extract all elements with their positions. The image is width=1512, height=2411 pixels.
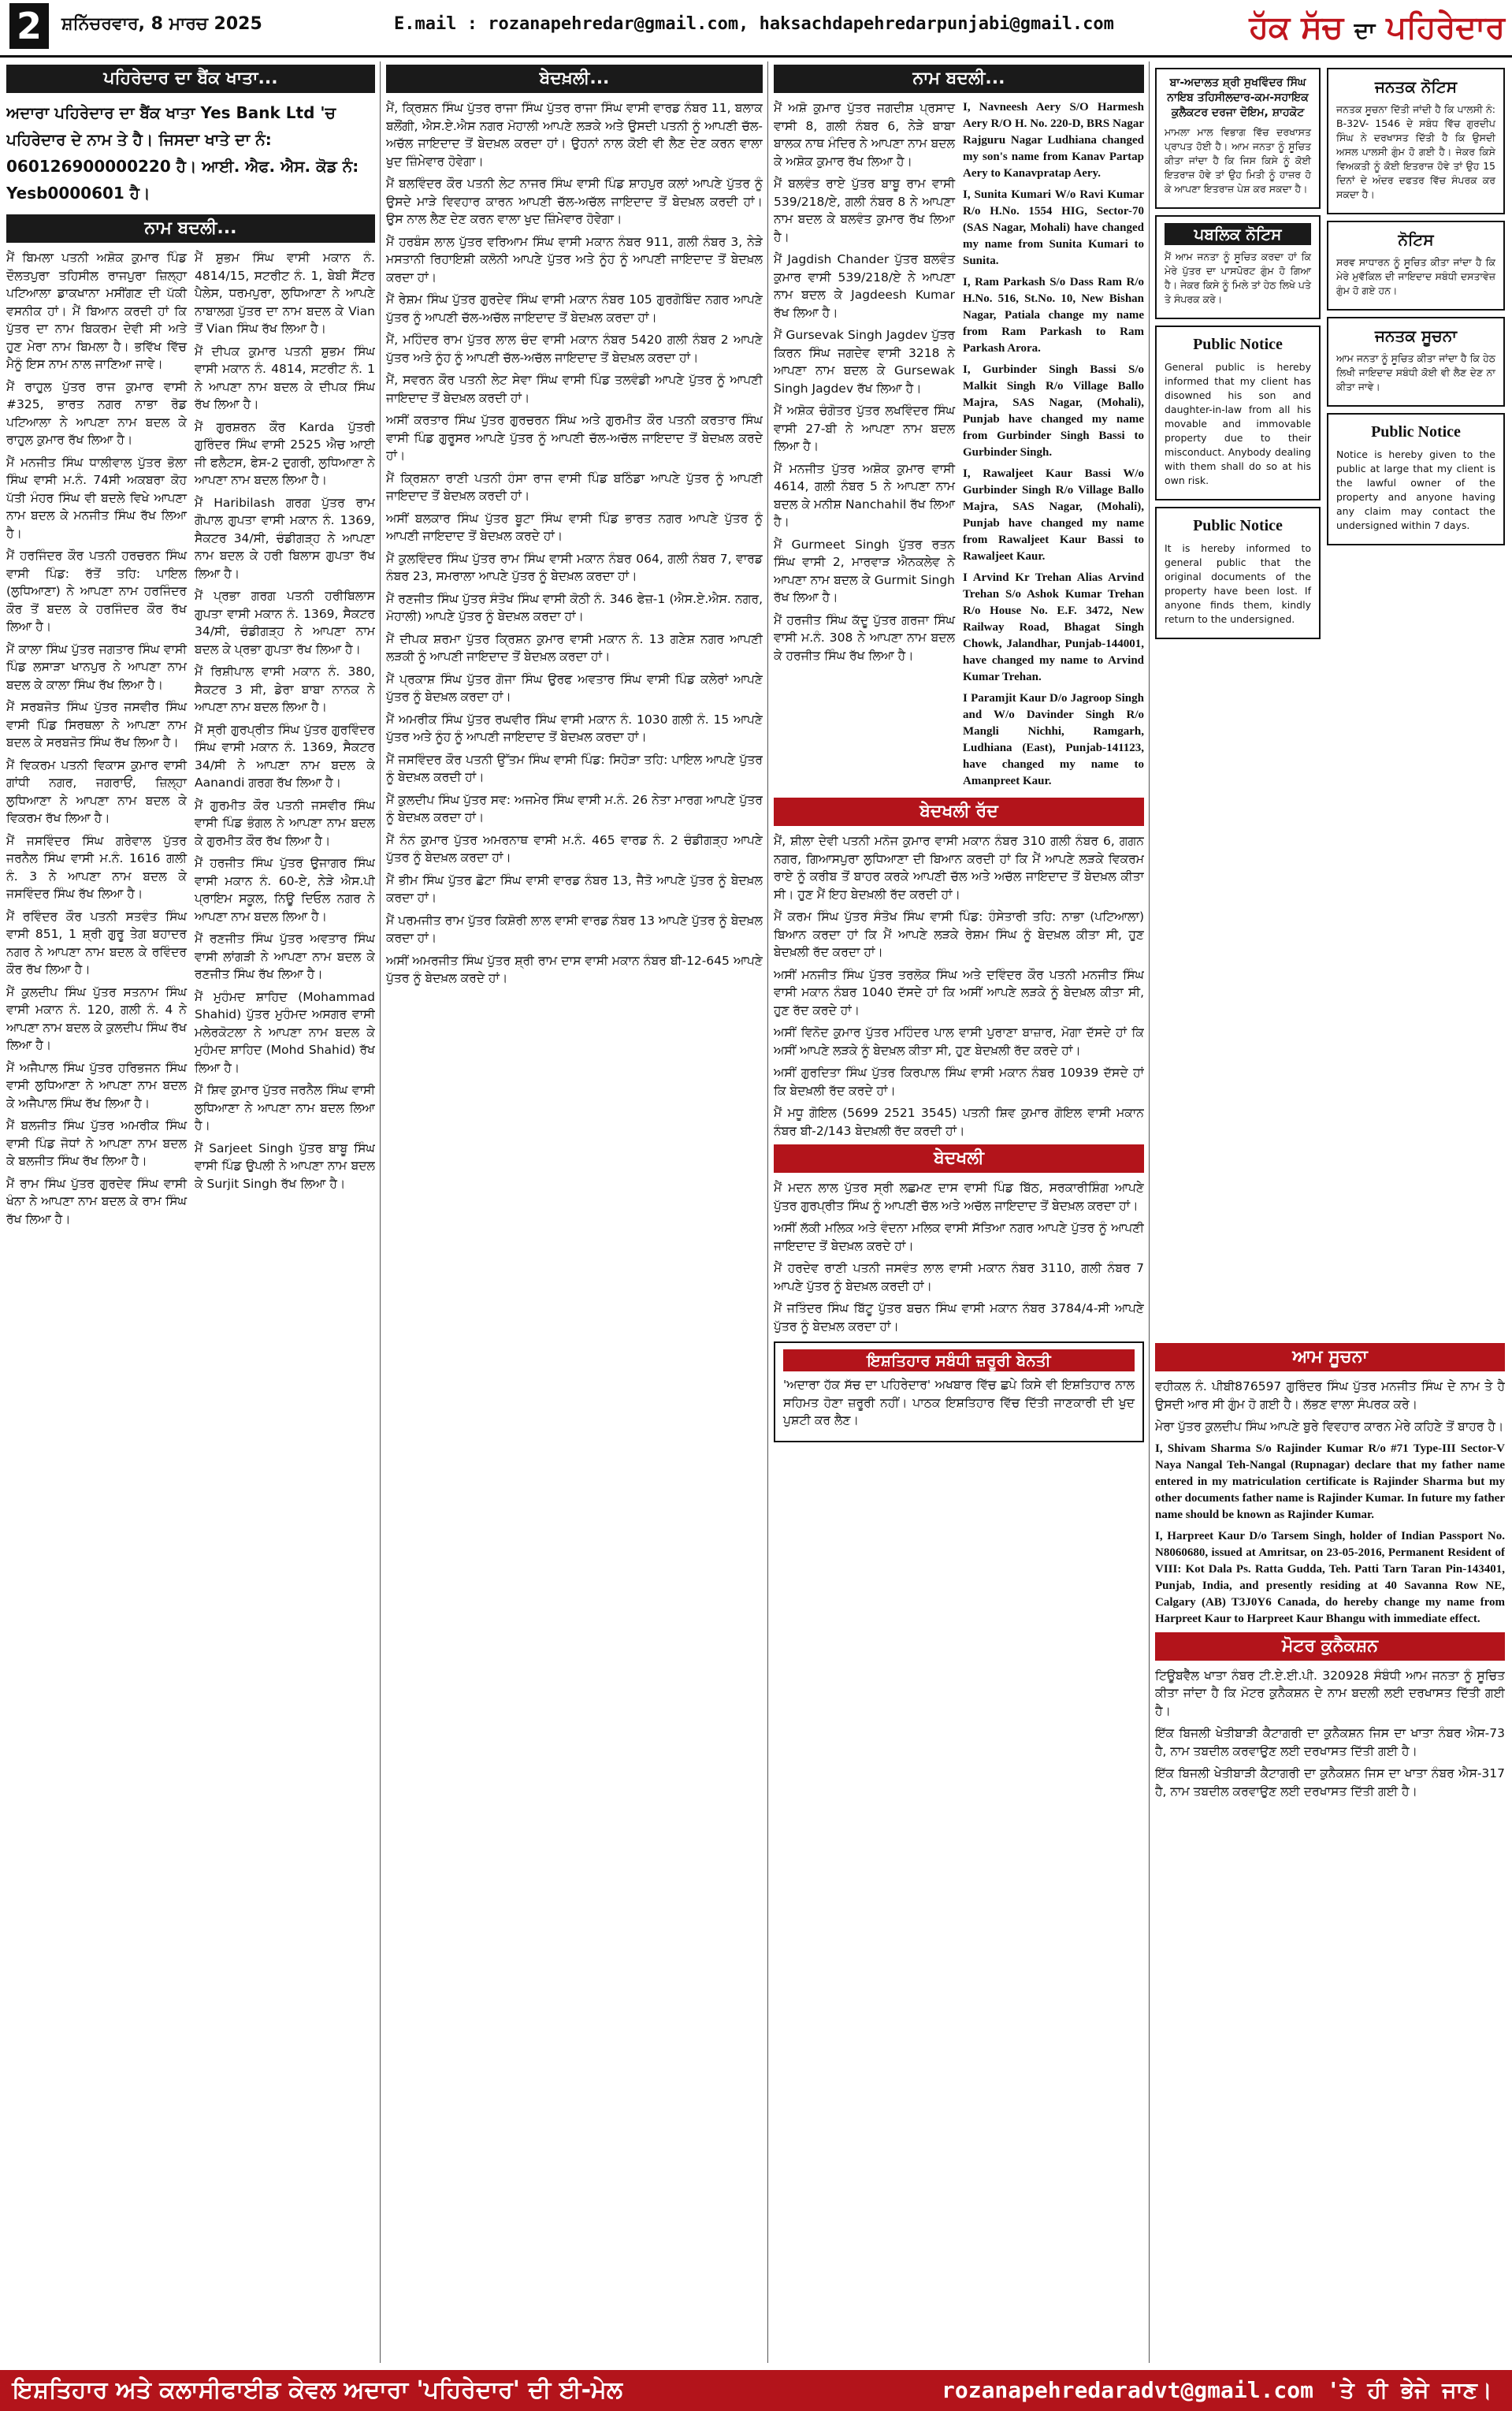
list-item: ਮੈਂ ਸ਼ਿਵ ਕੁਮਾਰ ਪੁੱਤਰ ਜਰਨੈਲ ਸਿੰਘ ਵਾਸੀ ਲੁਧਿਆਣਾ ਨੇ ਆਪਣਾ ਨਾਮ ਬਦਲ ਲਿਆ ਹੈ। (195, 1083, 375, 1133)
list-item: ਮੈਂ ਭੀਮ ਸਿੰਘ ਪੁੱਤਰ ਛੋਟਾ ਸਿੰਘ ਵਾਸੀ ਵਾਰਡ ਨੰਬਰ 13, ਜੈਤੋ ਆਪਣੇ ਪੁੱਤਰ ਨੂੰ ਬੇਦਖ਼ਲ ਕਰਦਾ ਹਾਂ। (386, 872, 763, 905)
list-item: ਮੈਂ ਨੰਨ ਕੁਮਾਰ ਪੁੱਤਰ ਅਮਰਨਾਥ ਵਾਸੀ ਮ.ਨੰ. 465 ਵਾਰਡ ਨੰ. 2 ਚੰਡੀਗੜ੍ਹ ਆਪਣੇ ਪੁੱਤਰ ਨੂੰ ਬੇਦਖ਼ਲ ਕਰਦਾ ਹਾਂ। (386, 832, 763, 865)
list-item: ਮੈਂ Gurmeet Singh ਪੁੱਤਰ ਰਤਨ ਸਿੰਘ ਵਾਸੀ 2, ਮਾਰਵਾੜ ਐਨਕਲੇਵ ਨੇ ਆਪਣਾ ਨਾਮ ਬਦਲ ਕੇ Gurmit Singh ਰੱਖ ਲਿਆ ਹੈ। (774, 537, 955, 605)
public-notice-title: ਪਬਲਿਕ ਨੋਟਿਸ (1165, 223, 1311, 245)
list-item: ਮੈਂ ਰਣਜੀਤ ਸਿੰਘ ਪੁੱਤਰ ਸੰਤੋਖ ਸਿੰਘ ਵਾਸੀ ਕੋਠੀ ਨੰ. 346 ਫੇਜ਼-1 (ਐਸ.ਏ.ਐਸ. ਨਗਰ, ਮੋਹਾਲੀ) ਆਪਣੇ ਪੁੱਤਰ ਨੂੰ ਬੇਦਖ਼ਲ ਕਰਦਾ ਹਾਂ। (386, 591, 763, 623)
janatak-notice-title: ਜਨਤਕ ਨੋਟਿਸ (1374, 77, 1458, 96)
list-item: I Arvind Kr Trehan Alias Arvind Trehan S/o Ashok Kumar Trehan R/o House No. E.F. 3472, New Railway Road, Bhagat Singh Chowk, Jalandhar, Punjab-144001, have changed my name to Arvind Kumar Trehan. (963, 571, 1144, 683)
bedakhli-radd-heading: ਬੇਦਖਲੀ ਰੱਦ (774, 798, 1144, 826)
list-item: ਮੈਂ ਦੀਪਕ ਸ਼ਰਮਾ ਪੁੱਤਰ ਕ੍ਰਿਸ਼ਨ ਕੁਮਾਰ ਵਾਸੀ ਮਕਾਨ ਨੰ. 13 ਗਣੇਸ਼ ਨਗਰ ਆਪਣੀ ਲੜਕੀ ਨੂੰ ਆਪਣੀ ਜਾਇਦਾਦ ਤੋਂ ਬੇਦਖ਼ਲ ਕਰਦਾ ਹਾਂ। (386, 631, 763, 664)
list-item: ਅਸੀਂ ਵਿਨੋਦ ਕੁਮਾਰ ਪੁੱਤਰ ਮਹਿੰਦਰ ਪਾਲ ਵਾਸੀ ਪੁਰਾਣਾ ਬਾਜ਼ਾਰ, ਮੋਗਾ ਦੱਸਦੇ ਹਾਂ ਕਿ ਅਸੀਂ ਆਪਣੇ ਲੜਕੇ ਨੂੰ ਬੇਦਖ਼ਲ ਕੀਤਾ ਸੀ, ਹੁਣ ਬੇਦਖ਼ਲੀ ਰੱਦ ਕਰਦੇ ਹਾਂ। (774, 1025, 1144, 1058)
footer-left-text: ਇਸ਼ਤਿਹਾਰ ਅਤੇ ਕਲਾਸੀਫਾਈਡ ਕੇਵਲ ਅਦਾਰਾ 'ਪਹਿਰੇਦਾਰ' ਦੀ ਈ-ਮੇਲ (13, 2376, 623, 2404)
list-item: ਮੈਂ ਰਣਜੀਤ ਸਿੰਘ ਪੁੱਤਰ ਅਵਤਾਰ ਸਿੰਘ ਵਾਸੀ ਲਾਂਗੜੀ ਨੇ ਆਪਣਾ ਨਾਮ ਬਦਲ ਕੇ ਰਣਜੀਤ ਸਿੰਘ ਰੱਖ ਲਿਆ ਹੈ। (195, 932, 375, 981)
motor-connection-heading: ਮੋਟਰ ਕੁਨੈਕਸ਼ਨ (1155, 1632, 1505, 1661)
page-footer (0, 2370, 1512, 2411)
list-item: I Paramjit Kaur D/o Jagroop Singh and W/o Davinder Singh R/o Mangli Nichhi, Ramgarh, Ludhiana (East), Punjab-141123, have changed my name to Amanpreet Kaur. (963, 692, 1144, 787)
list-item: ਮੈਂ ਮਨਜੀਤ ਸਿੰਘ ਧਾਲੀਵਾਲ ਪੁੱਤਰ ਭੋਲਾ ਸਿੰਘ ਵਾਸੀ ਮ.ਨੰ. 74ਸੀ ਅਕਬਰਾ ਕੋਹ ਪੱਤੀ ਮੰਹਰ ਸਿੰਘ ਵੀ ਬਦਲੇ ਵਿਖੇ ਆਪਣਾ ਨਾਮ ਬਦਲ ਕੇ ਮਨਜੀਤ ਸਿੰਘ ਰੱਖ ਲਿਆ ਹੈ। (6, 455, 187, 541)
list-item: ਮੈਂ ਪ੍ਰਭਾ ਗਰਗ ਪਤਨੀ ਹਰੀਬਿਲਾਸ ਗੁਪਤਾ ਵਾਸੀ ਮਕਾਨ ਨੰ. 1369, ਸੈਕਟਰ 34/ਸੀ, ਚੰਡੀਗੜ੍ਹ ਨੇ ਆਪਣਾ ਨਾਮ ਬਦਲ ਕੇ ਪ੍ਰਭਾ ਗੁਪਤਾ ਰੱਖ ਲਿਆ ਹੈ। (195, 589, 375, 657)
list-item: ਮੈਂ ਬਿਮਲਾ ਪਤਨੀ ਅਸ਼ੋਕ ਕੁਮਾਰ ਪਿੰਡ ਦੌਲਤਪੁਰਾ ਤਹਿਸੀਲ ਰਾਜਪੁਰਾ ਜ਼ਿਲ੍ਹਾ ਪਟਿਆਲਾ ਡਾਕਖਾਨਾ ਮਸੀਂਗਣ ਦੀ ਪੱਕੀ ਵਸਨੀਕ ਹਾਂ। ਮੈਂ ਬਿਆਨ ਕਰਦੀ ਹਾਂ ਕਿ ਪੁੱਤਰ ਦਾ ਨਾਮ ਬਿਕਰਮ ਦੇਵੀ ਸੀ ਅਤੇ ਹੁਣ ਮੇਰਾ ਨਾਮ ਬਿਮਲਾ ਹੈ। ਭਵਿੱਖ ਵਿੱਚ ਮੈਨੂੰ ਇਸ ਨਾਮ ਨਾਲ ਜਾਣਿਆ ਜਾਵੇ। (6, 251, 187, 371)
column-3 (774, 61, 1144, 2363)
ad-notice-text: 'ਅਦਾਰਾ ਹੱਕ ਸੱਚ ਦਾ ਪਹਿਰੇਦਾਰ' ਅਖਬਾਰ ਵਿੱਚ ਛਪੇ ਕਿਸੇ ਵੀ ਇਸ਼ਤਿਹਾਰ ਨਾਲ ਸਹਿਮਤ ਹੋਣਾ ਜ਼ਰੂਰੀ ਨਹੀਂ। ਪਾਠਕ ਇਸ਼ਤਿਹਾਰ ਵਿੱਚ ਦਿੱਤੀ ਜਾਣਕਾਰੀ ਦੀ ਖੁਦ ਪੁਸ਼ਟੀ ਕਰ ਲੈਣ। (783, 1378, 1135, 1427)
list-item: ਮੈਂ ਰਵਿੰਦਰ ਕੌਰ ਪਤਨੀ ਸਤਵੰਤ ਸਿੰਘ ਵਾਸੀ 851, 1 ਸ਼੍ਰੀ ਗੁਰੂ ਤੇਗ ਬਹਾਦਰ ਨਗਰ ਨੇ ਆਪਣਾ ਨਾਮ ਬਦਲ ਕੇ ਰਵਿੰਦਰ ਕੌਰ ਰੱਖ ਲਿਆ ਹੈ। (6, 909, 187, 977)
janatak-soochna-text: ਆਮ ਜਨਤਾ ਨੂੰ ਸੂਚਿਤ ਕੀਤਾ ਜਾਂਦਾ ਹੈ ਕਿ ਹੇਠ ਲਿਖੀ ਜਾਇਦਾਦ ਸਬੰਧੀ ਕੋਈ ਵੀ ਲੈਣ ਦੇਣ ਨਾ ਕੀਤਾ ਜਾਵੇ। (1336, 352, 1495, 393)
page-number: 2 (9, 3, 49, 49)
list-item: ਮੈਂ, ਕ੍ਰਿਸ਼ਨ ਸਿੰਘ ਪੁੱਤਰ ਰਾਜਾ ਸਿੰਘ ਪੁੱਤਰ ਰਾਜਾ ਸਿੰਘ ਵਾਸੀ ਵਾਰਡ ਨੰਬਰ 11, ਬਲਾਕ ਬਲੌਂਗੀ, ਐਸ.ਏ.ਐਸ ਨਗਰ ਮੋਹਾਲੀ ਆਪਣੇ ਲੜਕੇ ਅਤੇ ਉਸਦੀ ਪਤਨੀ ਨੂੰ ਆਪਣੀ ਚੱਲ-ਅਚੱਲ ਜਾਇਦਾਦ ਤੋਂ ਬੇਦਖ਼ਲ ਕਰਦਾ ਹਾਂ। ਉਹਨਾਂ ਨਾਲ ਕੋਈ ਵੀ ਲੈਣ ਦੇਣ ਕਰਨ ਵਾਲਾ ਖੁਦ ਜ਼ਿੰਮੇਵਾਰ ਹੋਵੇਗਾ। (386, 101, 763, 169)
list-item: ਮੈਂ ਕੁਲਦੀਪ ਸਿੰਘ ਪੁੱਤਰ ਸਵ: ਅਜਮੇਰ ਸਿੰਘ ਵਾਸੀ ਮ.ਨੰ. 26 ਨੇਤਾ ਮਾਰਗ ਆਪਣੇ ਪੁੱਤਰ ਨੂੰ ਬੇਦਖ਼ਲ ਕਰਦਾ ਹਾਂ। (386, 792, 763, 824)
public-notice-en-title-2: Public Notice (1193, 517, 1283, 534)
column-divider (1149, 61, 1150, 2363)
column-1 (6, 61, 375, 2363)
list-item: ਮੈਂ ਮਦਨ ਲਾਲ ਪੁੱਤਰ ਸ੍ਰੀ ਲਛਮਣ ਦਾਸ ਵਾਸੀ ਪਿੰਡ ਬਿੱਠ, ਸਰਕਾਰੀਸ਼ਿੰਗ ਆਪਣੇ ਪੁੱਤਰ ਗੁਰਪ੍ਰੀਤ ਸਿੰਘ ਨੂੰ ਆਪਣੀ ਚੱਲ ਅਤੇ ਅਚੱਲ ਜਾਇਦਾਦ ਤੋਂ ਬੇਦਖ਼ਲ ਕਰਦਾ ਹਾਂ। (774, 1181, 1144, 1213)
public-notice-en-title-3: Public Notice (1371, 423, 1461, 441)
bedakhli-heading: ਬੇਦਖਲੀ (774, 1144, 1144, 1173)
list-item: ਮੈਂ ਪ੍ਰਕਾਸ਼ ਸਿੰਘ ਪੁੱਤਰ ਗੋਜਾ ਸਿੰਘ ਉਰਫ ਅਵਤਾਰ ਸਿੰਘ ਵਾਸੀ ਪਿੰਡ ਕਲੇਰਾਂ ਆਪਣੇ ਪੁੱਤਰ ਨੂੰ ਬੇਦਖ਼ਲ ਕਰਦਾ ਹਾਂ। (386, 672, 763, 704)
list-item: ਮੈਂ Haribilash ਗਰਗ ਪੁੱਤਰ ਰਾਮ ਗੋਪਾਲ ਗੁਪਤਾ ਵਾਸੀ ਮਕਾਨ ਨੰ. 1369, ਸੈਕਟਰ 34/ਸੀ, ਚੰਡੀਗੜ੍ਹ ਨੇ ਆਪਣਾ ਨਾਮ ਬਦਲ ਕੇ ਹਰੀ ਬਿਲਾਸ ਗੁਪਤਾ ਰੱਖ ਲਿਆ ਹੈ। (195, 495, 375, 581)
list-item: ਮੈਂ ਸ੍ਰੀ ਗੁਰਪ੍ਰੀਤ ਸਿੰਘ ਪੁੱਤਰ ਗੁਰਵਿੰਦਰ ਸਿੰਘ ਵਾਸੀ ਮਕਾਨ ਨੰ. 1369, ਸੈਕਟਰ 34/ਸੀ ਨੇ ਆਪਣਾ ਨਾਮ ਬਦਲ ਕੇ Aanandi ਗਰਗ ਰੱਖ ਲਿਆ ਹੈ। (195, 722, 375, 790)
public-notice-en-text: General public is hereby informed that my client has disowned his son and daughter-in-law from all his movable and immovable property due to their misconduct. Anybody dealing with them shall do so at his own risk. (1165, 361, 1311, 486)
public-notice-en-box-3 (1327, 413, 1505, 545)
header-email[interactable]: E.mail : rozanapehredar@gmail.com, haksachdapehredarpunjabi@gmail.com (394, 14, 1114, 34)
logo-main: ਹੱਕ ਸੱਚ (1249, 9, 1343, 46)
list-item: ਮੈਂ ਮਨਜੀਤ ਪੁੱਤਰ ਅਸ਼ੋਕ ਕੁਮਾਰ ਵਾਸੀ 4614, ਗਲੀ ਨੰਬਰ 5 ਨੇ ਆਪਣਾ ਨਾਮ ਬਦਲ ਕੇ ਮਨੀਸ਼ Nanchahil ਰੱਖ ਲਿਆ ਹੈ। (774, 461, 955, 529)
public-notice-en-box (1155, 326, 1321, 500)
list-item: ਮੈਂ ਜਤਿੰਦਰ ਸਿੰਘ ਬਿੱਟੂ ਪੁੱਤਰ ਬਚਨ ਸਿੰਘ ਵਾਸੀ ਮਕਾਨ ਨੰਬਰ 3784/4-ਸੀ ਆਪਣੇ ਪੁੱਤਰ ਨੂੰ ਬੇਦਖ਼ਲ ਕਰਦਾ ਹਾਂ। (774, 1301, 1144, 1334)
public-notice-en-box-2 (1155, 507, 1321, 639)
list-item: ਮੈਂ ਦੀਪਕ ਕੁਮਾਰ ਪਤਨੀ ਸ਼ੁਭਮ ਸਿੰਘ ਵਾਸੀ ਮਕਾਨ ਨੰ. 4814, ਸਟਰੀਟ ਨੰ. 1 ਨੇ ਆਪਣਾ ਨਾਮ ਬਦਲ ਕੇ ਦੀਪਕ ਸਿੰਘ ਰੱਖ ਲਿਆ ਹੈ। (195, 344, 375, 411)
list-item: ਮੈਂ ਕਾਲਾ ਸਿੰਘ ਪੁੱਤਰ ਜਗਤਾਰ ਸਿੰਘ ਵਾਸੀ ਪਿੰਡ ਲਸਾੜਾ ਖਾਨਪੁਰ ਨੇ ਆਪਣਾ ਨਾਮ ਬਦਲ ਕੇ ਕਾਲਾ ਸਿੰਘ ਰੱਖ ਲਿਆ ਹੈ। (6, 642, 187, 692)
list-item: ਮੇਰਾ ਪੁੱਤਰ ਕੁਲਦੀਪ ਸਿੰਘ ਆਪਣੇ ਬੁਰੇ ਵਿਵਹਾਰ ਕਾਰਨ ਮੇਰੇ ਕਹਿਣੇ ਤੋਂ ਬਾਹਰ ਹੈ। (1155, 1419, 1504, 1434)
list-item: I, Rawaljeet Kaur Bassi W/o Gurbinder Singh R/o Village Ballo Majra, SAS Nagar, (Mohali), Punjab have changed my name from Rawaljeet Kaur Bassi to Rawaljeet Kaur. (963, 467, 1144, 563)
list-item: ਮੈਂ ਹਰਦੇਵ ਰਾਣੀ ਪਤਨੀ ਜਸਵੰਤ ਲਾਲ ਵਾਸੀ ਮਕਾਨ ਨੰਬਰ 3110, ਗਲੀ ਨੰਬਰ 7 ਆਪਣੇ ਪੁੱਤਰ ਨੂੰ ਬੇਦਖ਼ਲ ਕਰਦੀ ਹਾਂ। (774, 1261, 1144, 1293)
list-item: ਮੈਂ ਅਸ਼ੋਕ ਚੰਗੋਤਰ ਪੁੱਤਰ ਲਖਵਿੰਦਰ ਸਿੰਘ ਵਾਸੀ 27-ਬੀ ਨੇ ਆਪਣਾ ਨਾਮ ਬਦਲ ਲਿਆ ਹੈ। (774, 404, 955, 453)
list-item: ਮੈਂ, ਸ਼ੀਲਾ ਦੇਵੀ ਪਤਨੀ ਮਨੋਜ ਕੁਮਾਰ ਵਾਸੀ ਮਕਾਨ ਨੰਬਰ 310 ਗਲੀ ਨੰਬਰ 6, ਗਗਨ ਨਗਰ, ਗਿਆਸਪੁਰਾ ਲੁਧਿਆਣਾ ਦੀ ਬਿਆਨ ਕਰਦੀ ਹਾਂ ਕਿ ਮੈਂ ਆਪਣੇ ਲੜਕੇ ਵਿਕਰਮ ਰਾਏ ਨੂੰ ਕਰੀਬ ਤੋਂ ਬਾਹਰ ਕਰਕੇ ਆਪਣੀ ਚੱਲ ਅਤੇ ਅਚੱਲ ਜਾਇਦਾਦ ਤੋਂ ਬੇਦਖ਼ਲ ਕੀਤਾ ਸੀ। ਹੁਣ ਮੈਂ ਇਹ ਬੇਦਖ਼ਲੀ ਰੱਦ ਕਰਦੀ ਹਾਂ। (774, 834, 1144, 902)
court-notice-box (1155, 68, 1321, 209)
list-item: ਅਸੀਂ ਗੁਰਦਿਤਾ ਸਿੰਘ ਪੁੱਤਰ ਕਿਰਪਾਲ ਸਿੰਘ ਵਾਸੀ ਮਕਾਨ ਨੰਬਰ 10939 ਦੱਸਦੇ ਹਾਂ ਕਿ ਬੇਦਖ਼ਲੀ ਰੱਦ ਕਰਦੇ ਹਾਂ। (774, 1066, 1144, 1098)
name-change-list-pa (774, 99, 955, 794)
list-item: ਅਸੀਂ ਬਲਕਾਰ ਸਿੰਘ ਪੁੱਤਰ ਬੂਟਾ ਸਿੰਘ ਵਾਸੀ ਪਿੰਡ ਭਾਰਤ ਨਗਰ ਆਪਣੇ ਪੁੱਤਰ ਨੂੰ ਆਪਣੀ ਜਾਇਦਾਦ ਤੋਂ ਬੇਦਖ਼ਲ ਕਰਦੇ ਹਾਂ। (386, 511, 763, 543)
list-item: I, Ram Parkash S/o Dass Ram R/o H.No. 516, St.No. 10, New Bishan Nagar, Patiala change my name from Ram Parkash to Ram Parkash Arora. (963, 276, 1144, 355)
janatak-notice-box (1327, 68, 1505, 214)
list-item: ਮੈਂ ਰਾਹੁਲ ਪੁੱਤਰ ਰਾਜ ਕੁਮਾਰ ਵਾਸੀ #325, ਭਾਰਤ ਨਗਰ ਨਾਭਾ ਰੋਡ ਪਟਿਆਲਾ ਨੇ ਆਪਣਾ ਨਾਮ ਬਦਲ ਕੇ ਰਾਹੁਲ ਕੁਮਾਰ ਰੱਖ ਲਿਆ ਹੈ। (6, 379, 187, 447)
list-item: ਮੈਂ ਵਿਕਰਮ ਪਤਨੀ ਵਿਕਾਸ ਕੁਮਾਰ ਵਾਸੀ ਗਾਂਧੀ ਨਗਰ, ਜਗਰਾਓਂ, ਜ਼ਿਲ੍ਹਾ ਲੁਧਿਆਣਾ ਨੇ ਆਪਣਾ ਨਾਮ ਬਦਲ ਕੇ ਵਿਕਰਮ ਰੱਖ ਲਿਆ ਹੈ। (6, 757, 187, 825)
bedakhli-heading: ਬੇਦਖ਼ਲੀ... (386, 65, 763, 93)
column-divider (767, 61, 768, 2363)
public-notice-text: ਮੈਂ ਆਮ ਜਨਤਾ ਨੂੰ ਸੂਚਿਤ ਕਰਦਾ ਹਾਂ ਕਿ ਮੇਰੇ ਪੁੱਤਰ ਦਾ ਪਾਸਪੋਰਟ ਗੁੰਮ ਹੋ ਗਿਆ ਹੈ। ਜੇਕਰ ਕਿਸੇ ਨੂੰ ਮਿਲੇ ਤਾਂ ਹੇਠ ਲਿਖੇ ਪਤੇ ਤੇ ਸੰਪਰਕ ਕਰੇ। (1165, 251, 1311, 305)
public-notice-en-text-3: Notice is hereby given to the public at large that my client is the lawful owner of the property and anyone having any claim may contact the undersigned within 7 days. (1336, 448, 1495, 531)
column-2 (386, 61, 763, 2363)
public-notice-en-text-2: It is hereby informed to general public that the original documents of the property have been lost. If anyone finds them, kindly return to the undersigned. (1165, 542, 1311, 625)
bank-text: ਅਦਾਰਾ ਪਹਿਰੇਦਾਰ ਦਾ ਬੈਂਕ ਖਾਤਾ Yes Bank Ltd 'ਚ ਪਹਿਰੇਦਾਰ ਦੇ ਨਾਮ ਤੇ ਹੈ। ਜਿਸਦਾ ਖਾਤੇ ਦਾ ਨੰ: 060126900000220 ਹੈ। ਆਈ. ਐਫ. ਐਸ. ਕੋਡ ਨੰ: Yesb0000601 ਹੈ। (6, 103, 359, 203)
list-item: ਮੈਂ ਮੁਹੰਮਦ ਸ਼ਾਹਿਦ (Mohammad Shahid) ਪੁੱਤਰ ਮੁਹੰਮਦ ਅਸਗਰ ਵਾਸੀ ਮਲੇਰਕੋਟਲਾ ਨੇ ਆਪਣਾ ਨਾਮ ਬਦਲ ਕੇ ਮੁਹੰਮਦ ਸ਼ਾਹਿਦ (Mohd Shahid) ਰੱਖ ਲਿਆ ਹੈ। (195, 989, 375, 1075)
list-item: ਮੈਂ ਹਰਜੀਤ ਸਿੰਘ ਪੁੱਤਰ ਉਜਾਗਰ ਸਿੰਘ ਵਾਸੀ ਮਕਾਨ ਨੰ. 60-ਏ, ਨੇੜੇ ਐਸ.ਪੀ ਪ੍ਰਾਇਮ ਸਕੂਲ, ਨਿਊ ਦਿਓਲ ਨਗਰ ਨੇ ਆਪਣਾ ਨਾਮ ਬਦਲ ਲਿਆ ਹੈ। (195, 856, 375, 924)
list-item: ਮੈਂ ਬਲਵਿੰਦਰ ਕੌਰ ਪਤਨੀ ਲੇਟ ਨਾਜਰ ਸਿੰਘ ਵਾਸੀ ਪਿੰਡ ਸ਼ਾਹਪੁਰ ਕਲਾਂ ਆਪਣੇ ਪੁੱਤਰ ਨੂੰ ਉਸਦੇ ਮਾੜੇ ਵਿਵਹਾਰ ਕਾਰਨ ਆਪਣੀ ਚੱਲ-ਅਚੱਲ ਜਾਇਦਾਦ ਤੋਂ ਬੇਦਖ਼ਲ ਕਰਦੀ ਹਾਂ। ਉਸ ਨਾਲ ਲੈਣ ਦੇਣ ਕਰਨ ਵਾਲਾ ਖੁਦ ਜ਼ਿੰਮੇਵਾਰ ਹੋਵੇਗਾ। (386, 177, 763, 226)
list-item: ਟਿਊਬਵੈੱਲ ਖਾਤਾ ਨੰਬਰ ਟੀ.ਏ.ਈ.ਪੀ. 320928 ਸੰਬੰਧੀ ਆਮ ਜਨਤਾ ਨੂੰ ਸੂਚਿਤ ਕੀਤਾ ਜਾਂਦਾ ਹੈ ਕਿ ਮੋਟਰ ਕੁਨੈਕਸ਼ਨ ਦੇ ਨਾਮ ਬਦਲੀ ਲਈ ਦਰਖਾਸਤ ਦਿੱਤੀ ਗਈ ਹੈ। (1155, 1668, 1505, 1718)
public-notice-box (1155, 215, 1321, 319)
list-item: ਅਸੀਂ ਅਮਰਜੀਤ ਸਿੰਘ ਪੁੱਤਰ ਸ਼੍ਰੀ ਰਾਮ ਦਾਸ ਵਾਸੀ ਮਕਾਨ ਨੰਬਰ ਬੀ-12-645 ਆਪਣੇ ਪੁੱਤਰ ਨੂੰ ਬੇਦਖ਼ਲ ਕਰਦੇ ਹਾਂ। (386, 953, 763, 985)
list-item: I, Navneesh Aery S/O Harmesh Aery R/O H. No. 220-D, BRS Nagar Rajguru Nagar Ludhiana changed my son's name from Kanav Partap Aery to Kanavpratap Aery. (963, 101, 1144, 180)
list-item: ਮੈਂ Gursevak Singh Jagdev ਪੁੱਤਰ ਕਿਰਨ ਸਿੰਘ ਜਗਦੇਵ ਵਾਸੀ 3218 ਨੇ ਆਪਣਾ ਨਾਮ ਬਦਲ ਕੇ Gursewak Singh Jagdev ਰੱਖ ਲਿਆ ਹੈ। (774, 328, 955, 396)
column-5 (1327, 61, 1505, 1086)
court-notice-title: ਬਾ-ਅਦਾਲਤ ਸ਼੍ਰੀ ਸੁਖਵਿੰਦਰ ਸਿੰਘ ਨਾਇਬ ਤਹਿਸੀਲਦਾਰ-ਕਮ-ਸਹਾਇਕ ਕੁਲੈਕਟਰ ਦਰਜਾ ਦੋਇਮ, ਸ਼ਾਹਕੋਟ (1167, 76, 1309, 119)
logo-da: ਦਾ (1354, 17, 1376, 43)
list-item: I, Sunita Kumari W/o Ravi Kumar R/o H.No. 1554 HIG, Sector-70 (SAS Nagar, Mohali) have changed my name from Sunita Kumari to Sunita. (963, 188, 1144, 267)
list-item: ਮੈਂ ਰਿਸ਼ੀਪਾਲ ਵਾਸੀ ਮਕਾਨ ਨੰ. 380, ਸੈਕਟਰ 3 ਸੀ, ਡੇਰਾ ਬਾਬਾ ਨਾਨਕ ਨੇ ਆਪਣਾ ਨਾਮ ਬਦਲ ਲਿਆ ਹੈ। (195, 664, 375, 714)
list-item: ਮੈਂ, ਮਹਿੰਦਰ ਰਾਮ ਪੁੱਤਰ ਲਾਲ ਚੰਦ ਵਾਸੀ ਮਕਾਨ ਨੰਬਰ 5420 ਗਲੀ ਨੰਬਰ 2 ਆਪਣੇ ਪੁੱਤਰ ਅਤੇ ਨੂੰਹ ਨੂੰ ਆਪਣੀ ਚੱਲ-ਅਚੱਲ ਜਾਇਦਾਦ ਤੋਂ ਬੇਦਖ਼ਲ ਕਰਦਾ ਹਾਂ। (386, 333, 763, 365)
list-item: ਮੈਂ ਕੁਲਵਿੰਦਰ ਸਿੰਘ ਪੁੱਤਰ ਰਾਮ ਸਿੰਘ ਵਾਸੀ ਮਕਾਨ ਨੰਬਰ 064, ਗਲੀ ਨੰਬਰ 7, ਵਾਰਡ ਨੰਬਰ 23, ਸਮਰਾਲਾ ਆਪਣੇ ਪੁੱਤਰ ਨੂੰ ਬੇਦਖ਼ਲ ਕਰਦਾ ਹਾਂ। (386, 551, 763, 583)
court-notice-text: ਮਾਮਲਾ ਮਾਲ ਵਿਭਾਗ ਵਿੱਚ ਦਰਖਾਸਤ ਪ੍ਰਾਪਤ ਹੋਈ ਹੈ। ਆਮ ਜਨਤਾ ਨੂੰ ਸੂਚਿਤ ਕੀਤਾ ਜਾਂਦਾ ਹੈ ਕਿ ਜਿਸ ਕਿਸੇ ਨੂੰ ਕੋਈ ਇਤਰਾਜ਼ ਹੋਵੇ ਤਾਂ ਉਹ ਮਿਤੀ ਨੂੰ ਹਾਜ਼ਰ ਹੋ ਕੇ ਆਪਣਾ ਇਤਰਾਜ਼ ਪੇਸ਼ ਕਰ ਸਕਦਾ ਹੈ। (1165, 126, 1311, 195)
list-item: ਮੈਂ ਅਮਰੀਕ ਸਿੰਘ ਪੁੱਤਰ ਰਘਵੀਰ ਸਿੰਘ ਵਾਸੀ ਮਕਾਨ ਨੰ. 1030 ਗਲੀ ਨੰ. 15 ਆਪਣੇ ਪੁੱਤਰ ਅਤੇ ਨੂੰਹ ਨੂੰ ਆਪਣੀ ਜਾਇਦਾਦ ਤੋਂ ਬੇਦਖ਼ਲ ਕਰਦਾ ਹਾਂ। (386, 712, 763, 744)
newspaper-logo (1229, 5, 1505, 50)
column-4-5-lower (1155, 1340, 1505, 2363)
list-item: I, Harpreet Kaur D/o Tarsem Singh, holder of Indian Passport No. N8060680, issued at Amritsar, on 23-05-2016, Permanent Resident of VIII: Kot Dala Ps. Ratta Gudda, Teh. Patti Tarn Taran Pin-143401, Punjab, India, and presently residing at 40 Savanna Row NE, Calgary (AB) T3J0Y6 Canada, do hereby change my name from Harpreet Kaur to Harpreet Kaur Bhangu with immediate effect. (1155, 1529, 1505, 1625)
list-item: ਮੈਂ Sarjeet Singh ਪੁੱਤਰ ਬਾਬੂ ਸਿੰਘ ਵਾਸੀ ਪਿੰਡ ਉਪਲੀ ਨੇ ਆਪਣਾ ਨਾਮ ਬਦਲ ਕੇ Surjit Singh ਰੱਖ ਲਿਆ ਹੈ। (195, 1140, 375, 1191)
list-item: ਇੱਕ ਬਿਜਲੀ ਖੇਤੀਬਾੜੀ ਕੈਟਾਗਰੀ ਦਾ ਕੁਨੈਕਸ਼ਨ ਜਿਸ ਦਾ ਖਾਤਾ ਨੰਬਰ ਐਸ-317 ਹੈ, ਨਾਮ ਤਬਦੀਲ ਕਰਵਾਉਣ ਲਈ ਦਰਖਾਸਤ ਦਿੱਤੀ ਗਈ ਹੈ। (1155, 1766, 1505, 1799)
name-change-list-b (195, 249, 375, 1233)
list-item: ਮੈਂ ਗੁਰਸ਼ਰਨ ਕੌਰ Karda ਪੁੱਤਰੀ ਗੁਰਿੰਦਰ ਸਿੰਘ ਵਾਸੀ 2525 ਐਚ ਆਈ ਜੀ ਫਲੈਟਸ, ਫੇਸ-2 ਦੁਗਰੀ, ਲੁਧਿਆਣਾ ਨੇ ਆਪਣਾ ਨਾਮ ਬਦਲ ਲਿਆ ਹੈ। (195, 419, 375, 487)
list-item: ਮੈਂ ਹਰਜਿੰਦਰ ਕੌਰ ਪਤਨੀ ਹਰਚਰਨ ਸਿੰਘ ਵਾਸੀ ਪਿੰਡ: ਰੱਤੋਂ ਤਹਿ: ਪਾਇਲ (ਲੁਧਿਆਣਾ) ਨੇ ਆਪਣਾ ਨਾਮ ਹਰਜਿੰਦਰ ਕੌਰ ਤੋਂ ਬਦਲ ਕੇ ਹਰਜਿੰਦਰ ਕੌਰ ਰੱਖ ਲਿਆ ਹੈ। (6, 549, 187, 634)
notice-box (1327, 221, 1505, 311)
aam-soochna-heading: ਆਮ ਸੂਚਨਾ (1155, 1343, 1505, 1371)
notice-text: ਸਰਵ ਸਾਧਾਰਨ ਨੂੰ ਸੂਚਿਤ ਕੀਤਾ ਜਾਂਦਾ ਹੈ ਕਿ ਮੇਰੇ ਮੁਵੱਕਿਲ ਦੀ ਜਾਇਦਾਦ ਸਬੰਧੀ ਦਸਤਾਵੇਜ਼ ਗੁੰਮ ਹੋ ਗਏ ਹਨ। (1336, 256, 1495, 296)
list-item: ਅਸੀਂ ਕਰਤਾਰ ਸਿੰਘ ਪੁੱਤਰ ਗੁਰਚਰਨ ਸਿੰਘ ਅਤੇ ਗੁਰਮੀਤ ਕੌਰ ਪਤਨੀ ਕਰਤਾਰ ਸਿੰਘ ਵਾਸੀ ਪਿੰਡ ਗੁਰੂਸਰ ਆਪਣੇ ਪੁੱਤਰ ਨੂੰ ਆਪਣੀ ਚੱਲ-ਅਚੱਲ ਜਾਇਦਾਦ ਤੋਂ ਬੇਦਖ਼ਲ ਕਰਦੇ ਹਾਂ। (386, 413, 763, 463)
list-item: ਮੈਂ ਕਰਮ ਸਿੰਘ ਪੁੱਤਰ ਸੰਤੋਖ ਸਿੰਘ ਵਾਸੀ ਪਿੰਡ: ਹੰਸੇਤਾਰੀ ਤਹਿ: ਨਾਭਾ (ਪਟਿਆਲਾ) ਬਿਆਨ ਕਰਦਾ ਹਾਂ ਕਿ ਮੈਂ ਆਪਣੇ ਲੜਕੇ ਰੇਸ਼ਮ ਸਿੰਘ ਨੂੰ ਬੇਦਖ਼ਲ ਕੀਤਾ ਸੀ, ਹੁਣ ਬੇਦਖ਼ਲੀ ਰੱਦ ਕਰਦਾ ਹਾਂ। (774, 910, 1144, 959)
name-change-heading: ਨਾਮ ਬਦਲੀ... (774, 65, 1144, 93)
list-item: ਮੈਂ, ਸਵਰਨ ਕੌਰ ਪਤਨੀ ਲੇਟ ਸੇਵਾ ਸਿੰਘ ਵਾਸੀ ਪਿੰਡ ਤਲਵੰਡੀ ਆਪਣੇ ਪੁੱਤਰ ਨੂੰ ਆਪਣੀ ਜਾਇਦਾਦ ਤੋਂ ਬੇਦਖ਼ਲ ਕਰਦੀ ਹਾਂ। (386, 373, 763, 405)
ad-notice-box (774, 1341, 1144, 1442)
janatak-soochna-box (1327, 317, 1505, 407)
list-item: ਮੈਂ ਬਲਜੀਤ ਸਿੰਘ ਪੁੱਤਰ ਅਮਰੀਕ ਸਿੰਘ ਵਾਸੀ ਪਿੰਡ ਜੋਧਾਂ ਨੇ ਆਪਣਾ ਨਾਮ ਬਦਲ ਕੇ ਬਲਜੀਤ ਸਿੰਘ ਰੱਖ ਲਿਆ ਹੈ। (6, 1118, 187, 1168)
page-header (0, 0, 1512, 58)
list-item: ਅਸੀਂ ਲੱਕੀ ਮਲਿਕ ਅਤੇ ਵੰਦਨਾ ਮਲਿਕ ਵਾਸੀ ਸੱਤਿਆ ਨਗਰ ਆਪਣੇ ਪੁੱਤਰ ਨੂੰ ਆਪਣੀ ਜਾਇਦਾਦ ਤੋਂ ਬੇਦਖ਼ਲ ਕਰਦੇ ਹਾਂ। (774, 1221, 1144, 1253)
list-item: ਮੈਂ ਸ਼ੁਭਮ ਸਿੰਘ ਵਾਸੀ ਮਕਾਨ ਨੰ. 4814/15, ਸਟਰੀਟ ਨੰ. 1, ਬੇਬੀ ਸੈਂਟਰ ਪੈਲੇਸ, ਧਰਮਪੁਰਾ, ਲੁਧਿਆਣਾ ਨੇ ਆਪਣੇ ਨਾਬਾਲਗ ਪੁੱਤਰ ਦਾ ਨਾਮ ਬਦਲ ਕੇ Vian ਤੋਂ Vian ਸਿੰਘ ਰੱਖ ਲਿਆ ਹੈ। (195, 251, 375, 336)
name-change-list-a (6, 249, 187, 1233)
list-item: ਮੈਂ ਅਜੈਪਾਲ ਸਿੰਘ ਪੁੱਤਰ ਹਰਿਭਜਨ ਸਿੰਘ ਵਾਸੀ ਲੁਧਿਆਣਾ ਨੇ ਆਪਣਾ ਨਾਮ ਬਦਲ ਕੇ ਅਜੈਪਾਲ ਸਿੰਘ ਰੱਖ ਲਿਆ ਹੈ। (6, 1060, 187, 1111)
list-item: ਮੈਂ ਜਸਵਿੰਦਰ ਸਿੰਘ ਗਰੇਵਾਲ ਪੁੱਤਰ ਜਰਨੈਲ ਸਿੰਘ ਵਾਸੀ ਮ.ਨੰ. 1616 ਗਲੀ ਨੰ. 3 ਨੇ ਆਪਣਾ ਨਾਮ ਬਦਲ ਕੇ ਜਸਵਿੰਦਰ ਸਿੰਘ ਰੱਖ ਲਿਆ ਹੈ। (6, 833, 187, 901)
list-item: I, Shivam Sharma S/o Rajinder Kumar R/o #71 Type-III Sector-V Naya Nangal Teh-Nangal (Rupnagar) declare that my father name entered in my matriculation certificate is Rajinder Sharma but my other documents father name is Rajinder Kumar. In future my father name should be known as Rajinder Kumar. (1155, 1442, 1505, 1521)
list-item: ਮੈਂ ਗੁਰਮੀਤ ਕੌਰ ਪਤਨੀ ਜਸਵੀਰ ਸਿੰਘ ਵਾਸੀ ਪਿੰਡ ਭੰਗਲ ਨੇ ਆਪਣਾ ਨਾਮ ਬਦਲ ਕੇ ਗੁਰਮੀਤ ਕੌਰ ਰੱਖ ਲਿਆ ਹੈ। (195, 798, 375, 848)
ad-notice-title: ਇਸ਼ਤਿਹਾਰ ਸਬੰਧੀ ਜ਼ਰੂਰੀ ਬੇਨਤੀ (783, 1349, 1135, 1371)
list-item: ਮੈਂ ਰਾਮ ਸਿੰਘ ਪੁੱਤਰ ਗੁਰਦੇਵ ਸਿੰਘ ਵਾਸੀ ਖੰਨਾ ਨੇ ਆਪਣਾ ਨਾਮ ਬਦਲ ਕੇ ਰਾਮ ਸਿੰਘ ਰੱਖ ਲਿਆ ਹੈ। (6, 1176, 187, 1226)
issue-date: ਸ਼ਨਿੱਚਰਵਾਰ, 8 ਮਾਰਚ 2025 (61, 14, 262, 34)
list-item: ਮੈਂ ਰੇਸ਼ਮ ਸਿੰਘ ਪੁੱਤਰ ਗੁਰਦੇਵ ਸਿੰਘ ਵਾਸੀ ਮਕਾਨ ਨੰਬਰ 105 ਗੁਰਗੋਬਿੰਦ ਨਗਰ ਆਪਣੇ ਪੁੱਤਰ ਨੂੰ ਆਪਣੀ ਚੱਲ-ਅਚੱਲ ਜਾਇਦਾਦ ਤੋਂ ਬੇਦਖ਼ਲ ਕਰਦਾ ਹਾਂ। (386, 292, 763, 325)
list-item: ਮੈਂ ਹਰਜੀਤ ਸਿੰਘ ਕੱਦੂ ਪੁੱਤਰ ਗਰਜਾ ਸਿੰਘ ਵਾਸੀ ਮ.ਨੰ. 308 ਨੇ ਆਪਣਾ ਨਾਮ ਬਦਲ ਕੇ ਹਰਜੀਤ ਸਿੰਘ ਰੱਖ ਲਿਆ ਹੈ। (774, 612, 955, 663)
list-item: ਮੈਂ ਜਸਵਿੰਦਰ ਕੌਰ ਪਤਨੀ ਉੱਤਮ ਸਿੰਘ ਵਾਸੀ ਪਿੰਡ: ਸਿਹੋੜਾ ਤਹਿ: ਪਾਇਲ ਆਪਣੇ ਪੁੱਤਰ ਨੂੰ ਬੇਦਖ਼ਲ ਕਰਦੀ ਹਾਂ। (386, 752, 763, 784)
column-divider (380, 61, 381, 2363)
list-item: ਮੈਂ ਪਰਮਜੀਤ ਰਾਮ ਪੁੱਤਰ ਕਿਸ਼ੋਰੀ ਲਾਲ ਵਾਸੀ ਵਾਰਡ ਨੰਬਰ 13 ਆਪਣੇ ਪੁੱਤਰ ਨੂੰ ਬੇਦਖ਼ਲ ਕਰਦਾ ਹਾਂ। (386, 913, 763, 945)
logo-end: ਪਹਿਰੇਦਾਰ (1386, 9, 1505, 46)
bank-heading: ਪਹਿਰੇਦਾਰ ਦਾ ਬੈਂਕ ਖਾਤਾ... (6, 65, 375, 93)
list-item: ਵਹੀਕਲ ਨੰ. ਪੀਬੀ876597 ਗੁਰਿੰਦਰ ਸਿੰਘ ਪੁੱਤਰ ਮਨਜੀਤ ਸਿੰਘ ਦੇ ਨਾਮ ਤੇ ਹੈ ਉਸਦੀ ਆਰ ਸੀ ਗੁੰਮ ਹੋ ਗਈ ਹੈ। ਲੱਭਣ ਵਾਲਾ ਸੰਪਰਕ ਕਰੇ। (1155, 1379, 1505, 1412)
list-item: ਮੈਂ ਕ੍ਰਿਸ਼ਨਾ ਰਾਣੀ ਪਤਨੀ ਹੰਸਾ ਰਾਜ ਵਾਸੀ ਪਿੰਡ ਬਠਿੰਡਾ ਆਪਣੇ ਪੁੱਤਰ ਨੂੰ ਆਪਣੀ ਜਾਇਦਾਦ ਤੋਂ ਬੇਦਖ਼ਲ ਕਰਦੀ ਹਾਂ। (386, 471, 763, 503)
janatak-soochna-title: ਜਨਤਕ ਸੂਚਨਾ (1375, 326, 1457, 345)
name-change-heading: ਨਾਮ ਬਦਲੀ... (6, 214, 375, 243)
list-item: ਮੈਂ Jagdish Chander ਪੁੱਤਰ ਬਲਵੰਤ ਕੁਮਾਰ ਵਾਸੀ 539/218/ਏ ਨੇ ਆਪਣਾ ਨਾਮ ਬਦਲ ਕੇ Jagdeesh Kumar ਰੱਖ ਲਿਆ ਹੈ। (774, 252, 955, 320)
public-notice-en-title: Public Notice (1193, 336, 1283, 353)
list-item: ਇੱਕ ਬਿਜਲੀ ਖੇਤੀਬਾੜੀ ਕੈਟਾਗਰੀ ਦਾ ਕੁਨੈਕਸ਼ਨ ਜਿਸ ਦਾ ਖਾਤਾ ਨੰਬਰ ਐਸ-73 ਹੈ, ਨਾਮ ਤਬਦੀਲ ਕਰਵਾਉਣ ਲਈ ਦਰਖਾਸਤ ਦਿੱਤੀ ਗਈ ਹੈ। (1155, 1726, 1505, 1758)
list-item: ਮੈਂ ਹਰਬੰਸ ਲਾਲ ਪੁੱਤਰ ਵਰਿਆਮ ਸਿੰਘ ਵਾਸੀ ਮਕਾਨ ਨੰਬਰ 911, ਗਲੀ ਨੰਬਰ 3, ਨੇੜੇ ਮਸਤਾਨੀ ਰਿਹਾਇਸ਼ੀ ਕਲੋਨੀ ਆਪਣੇ ਪੁੱਤਰ ਅਤੇ ਨੂੰਹ ਨੂੰ ਆਪਣੀ ਜਾਇਦਾਦ ਤੋਂ ਬੇਦਖ਼ਲ ਕਰਦਾ ਹਾਂ। (386, 234, 763, 285)
list-item: ਮੈਂ ਅਸ਼ੋ ਕੁਮਾਰ ਪੁੱਤਰ ਜਗਦੀਸ਼ ਪ੍ਰਸਾਦ ਵਾਸੀ 8, ਗਲੀ ਨੰਬਰ 6, ਨੇੜੇ ਬਾਬਾ ਬਾਲਕ ਨਾਥ ਮੰਦਿਰ ਨੇ ਆਪਣਾ ਨਾਮ ਬਦਲ ਕੇ ਅਸ਼ੋਕ ਕੁਮਾਰ ਰੱਖ ਲਿਆ ਹੈ। (774, 101, 955, 169)
janatak-notice-text: ਜਨਤਕ ਸੂਚਨਾ ਦਿੱਤੀ ਜਾਂਦੀ ਹੈ ਕਿ ਪਾਲਸੀ ਨੰ: B-32V- 1546 ਦੇ ਸਬੰਧ ਵਿੱਚ ਗੁਰਦੀਪ ਸਿੰਘ ਨੇ ਦਰਖਾਸਤ ਦਿੱਤੀ ਹੈ ਕਿ ਉਸਦੀ ਅਸਲ ਪਾਲਸੀ ਗੁੰਮ ਹੋ ਗਈ ਹੈ। ਜੇਕਰ ਕਿਸੇ ਵਿਅਕਤੀ ਨੂੰ ਕੋਈ ਇਤਰਾਜ਼ ਹੋਵੇ ਤਾਂ ਉਹ 15 ਦਿਨਾਂ ਦੇ ਅੰਦਰ ਦਫਤਰ ਵਿੱਚ ਸੰਪਰਕ ਕਰ ਸਕਦਾ ਹੈ। (1336, 103, 1495, 200)
list-item: ਮੈਂ ਕੁਲਦੀਪ ਸਿੰਘ ਪੁੱਤਰ ਸਤਨਾਮ ਸਿੰਘ ਵਾਸੀ ਮਕਾਨ ਨੰ. 120, ਗਲੀ ਨੰ. 4 ਨੇ ਆਪਣਾ ਨਾਮ ਬਦਲ ਕੇ ਕੁਲਦੀਪ ਸਿੰਘ ਰੱਖ ਲਿਆ ਹੈ। (6, 984, 187, 1052)
list-item: ਮੈਂ ਸਰਬਜੋਤ ਸਿੰਘ ਪੁੱਤਰ ਜਸਵੀਰ ਸਿੰਘ ਵਾਸੀ ਪਿੰਡ ਸਿਰਥਲਾ ਨੇ ਆਪਣਾ ਨਾਮ ਬਦਲ ਕੇ ਸਰਬਜੋਤ ਸਿੰਘ ਰੱਖ ਲਿਆ ਹੈ। (6, 700, 187, 750)
list-item: ਮੈਂ ਮਧੂ ਗੋਇਲ (5699 2521 3545) ਪਤਨੀ ਸ਼ਿਵ ਕੁਮਾਰ ਗੋਇਲ ਵਾਸੀ ਮਕਾਨ ਨੰਬਰ ਬੀ-2/143 ਬੇਦਖ਼ਲੀ ਰੱਦ ਕਰਦੀ ਹਾਂ। (774, 1106, 1144, 1138)
notice-title: ਨੋਟਿਸ (1398, 230, 1434, 249)
list-item: I, Gurbinder Singh Bassi S/o Malkit Singh R/o Village Ballo Majra, SAS Nagar, (Mohali), Punjab have changed my name from Gurbinder Singh Bassi to Gurbinder Singh. (963, 363, 1144, 459)
list-item: ਮੈਂ ਬਲਵੰਤ ਰਾਏ ਪੁੱਤਰ ਬਾਬੂ ਰਾਮ ਵਾਸੀ 539/218/ਏ, ਗਲੀ ਨੰਬਰ 8 ਨੇ ਆਪਣਾ ਨਾਮ ਬਦਲ ਕੇ ਬਲਵੰਤ ਕੁਮਾਰ ਰੱਖ ਲਿਆ ਹੈ। (774, 177, 955, 244)
name-change-list-en (963, 99, 1144, 794)
footer-email[interactable]: rozanapehredaradvt@gmail.com 'ਤੇ ਹੀ ਭੇਜੇ ਜਾਣ। (942, 2377, 1492, 2403)
list-item: ਅਸੀਂ ਮਨਜੀਤ ਸਿੰਘ ਪੁੱਤਰ ਤਰਲੋਕ ਸਿੰਘ ਅਤੇ ਦਵਿੰਦਰ ਕੌਰ ਪਤਨੀ ਮਨਜੀਤ ਸਿੰਘ ਵਾਸੀ ਮਕਾਨ ਨੰਬਰ 1040 ਦੱਸਦੇ ਹਾਂ ਕਿ ਅਸੀਂ ਆਪਣੇ ਲੜਕੇ ਨੂੰ ਬੇਦਖ਼ਲ ਕੀਤਾ ਸੀ, ਹੁਣ ਰੱਦ ਕਰਦੇ ਹਾਂ। (774, 967, 1144, 1018)
